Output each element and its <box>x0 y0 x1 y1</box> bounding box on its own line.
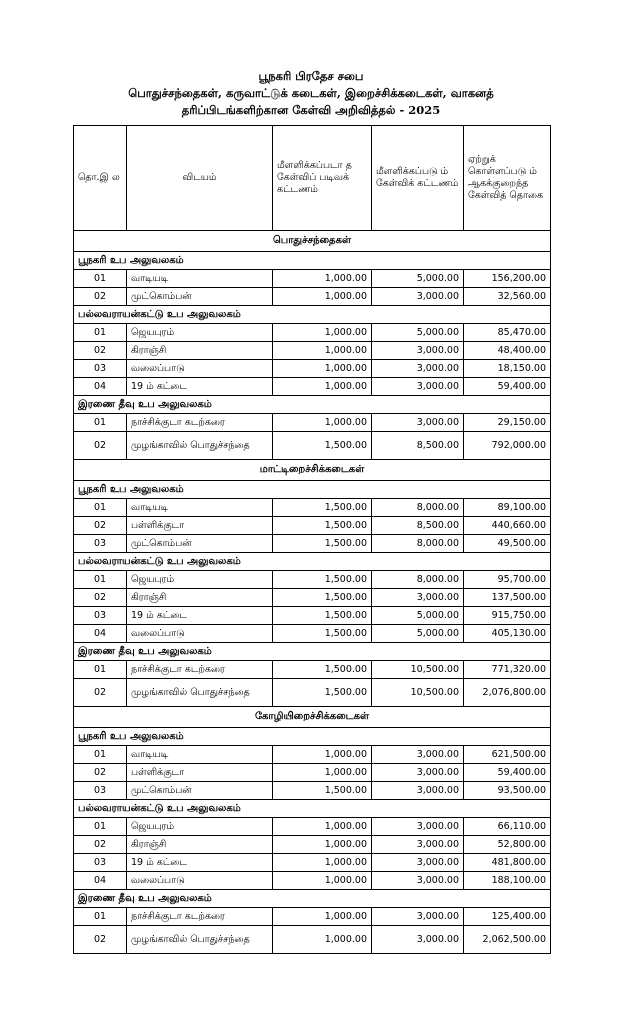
cell-nonrefundable-fee: 1,500.00 <box>273 432 372 460</box>
cell-refundable-fee: 3,000.00 <box>372 288 464 306</box>
office-name: பல்லவராயன்கட்டு உப அலுவலகம் <box>74 306 551 324</box>
cell-number: 01 <box>74 324 127 342</box>
header-line-3: தரிப்பிடங்களிற்கான கேள்வி அறிவித்தல் - 2025 <box>181 103 441 117</box>
office-row <box>74 890 551 908</box>
cell-number: 02 <box>74 589 127 607</box>
cell-minimum-bid: 188,100.00 <box>464 872 551 890</box>
cell-place: நாச்சிக்குடா கடற்கரை <box>127 908 273 926</box>
cell-nonrefundable-fee: 1,000.00 <box>273 414 372 432</box>
header-line-1: பூநகரி பிரதேச சபை <box>258 69 364 83</box>
cell-minimum-bid: 85,470.00 <box>464 324 551 342</box>
cell-minimum-bid: 59,400.00 <box>464 378 551 396</box>
cell-number: 02 <box>74 764 127 782</box>
cell-minimum-bid: 915,750.00 <box>464 607 551 625</box>
cell-nonrefundable-fee: 1,500.00 <box>273 499 372 517</box>
cell-minimum-bid: 156,200.00 <box>464 270 551 288</box>
office-name: பல்லவராயன்கட்டு உப அலுவலகம் <box>74 800 551 818</box>
category-title: கோழியிறைச்சிக்கடைகள் <box>74 707 551 728</box>
cell-minimum-bid: 137,500.00 <box>464 589 551 607</box>
cell-nonrefundable-fee: 1,500.00 <box>273 589 372 607</box>
table-row <box>74 414 551 432</box>
cell-place: பள்ளிக்குடா <box>127 517 273 535</box>
column-header-refundable-fee: மீளளிக்கப்படு ம் கேள்விக் கட்டணம் <box>372 126 464 231</box>
office-row <box>74 396 551 414</box>
office-row <box>74 800 551 818</box>
cell-number: 02 <box>74 926 127 954</box>
cell-minimum-bid: 2,062,500.00 <box>464 926 551 954</box>
cell-refundable-fee: 3,000.00 <box>372 908 464 926</box>
cell-refundable-fee: 5,000.00 <box>372 270 464 288</box>
cell-minimum-bid: 440,660.00 <box>464 517 551 535</box>
cell-nonrefundable-fee: 1,000.00 <box>273 854 372 872</box>
cell-place: ஜெயபுரம் <box>127 818 273 836</box>
column-header-nonrefundable-fee: மீளளிக்கப்படா த கேள்விப் படிவக் கட்டணம் <box>273 126 372 231</box>
cell-refundable-fee: 3,000.00 <box>372 872 464 890</box>
cell-refundable-fee: 3,000.00 <box>372 342 464 360</box>
cell-minimum-bid: 125,400.00 <box>464 908 551 926</box>
cell-nonrefundable-fee: 1,000.00 <box>273 378 372 396</box>
column-header-place: விடயம் <box>127 126 273 231</box>
cell-number: 01 <box>74 499 127 517</box>
table-row <box>74 517 551 535</box>
cell-number: 01 <box>74 746 127 764</box>
cell-place: ஜெயபுரம் <box>127 324 273 342</box>
table-row <box>74 836 551 854</box>
cell-nonrefundable-fee: 1,500.00 <box>273 571 372 589</box>
office-name: இரணை தீவு உப அலுவலகம் <box>74 643 551 661</box>
cell-minimum-bid: 771,320.00 <box>464 661 551 679</box>
category-title: பொதுச்சந்தைகள் <box>74 231 551 252</box>
cell-number: 01 <box>74 571 127 589</box>
cell-minimum-bid: 66,110.00 <box>464 818 551 836</box>
header-line-2: பொதுச்சந்தைகள், கருவாட்டுக் கடைகள், இறைச்சிக்கடைகள், வாகனத் <box>128 86 494 100</box>
cell-nonrefundable-fee: 1,000.00 <box>273 872 372 890</box>
cell-minimum-bid: 2,076,800.00 <box>464 679 551 707</box>
table-row <box>74 908 551 926</box>
table-row <box>74 324 551 342</box>
cell-number: 02 <box>74 342 127 360</box>
cell-minimum-bid: 49,500.00 <box>464 535 551 553</box>
office-row <box>74 553 551 571</box>
table-row <box>74 782 551 800</box>
table-row <box>74 288 551 306</box>
table-row <box>74 926 551 954</box>
cell-refundable-fee: 3,000.00 <box>372 414 464 432</box>
cell-place: கிராஞ்சி <box>127 836 273 854</box>
category-row <box>74 460 551 481</box>
cell-minimum-bid: 95,700.00 <box>464 571 551 589</box>
cell-place: கிராஞ்சி <box>127 342 273 360</box>
table-body <box>74 231 551 954</box>
table-row <box>74 589 551 607</box>
cell-nonrefundable-fee: 1,000.00 <box>273 836 372 854</box>
cell-place: முழங்காவில் பொதுச்சந்தை <box>127 432 273 460</box>
cell-number: 04 <box>74 378 127 396</box>
cell-place: நாச்சிக்குடா கடற்கரை <box>127 414 273 432</box>
cell-refundable-fee: 5,000.00 <box>372 607 464 625</box>
table-row <box>74 625 551 643</box>
cell-refundable-fee: 8,000.00 <box>372 535 464 553</box>
table-row <box>74 679 551 707</box>
table-row <box>74 378 551 396</box>
cell-minimum-bid: 29,150.00 <box>464 414 551 432</box>
cell-minimum-bid: 18,150.00 <box>464 360 551 378</box>
office-row <box>74 481 551 499</box>
cell-refundable-fee: 8,000.00 <box>372 499 464 517</box>
cell-place: நாச்சிக்குடா கடற்கரை <box>127 661 273 679</box>
cell-number: 04 <box>74 872 127 890</box>
office-name: பூநகரி உப அலுவலகம் <box>74 728 551 746</box>
cell-refundable-fee: 3,000.00 <box>372 782 464 800</box>
cell-number: 03 <box>74 854 127 872</box>
office-row <box>74 306 551 324</box>
cell-place: முட்கொம்பன் <box>127 288 273 306</box>
cell-refundable-fee: 3,000.00 <box>372 818 464 836</box>
cell-refundable-fee: 8,500.00 <box>372 432 464 460</box>
cell-nonrefundable-fee: 1,000.00 <box>273 288 372 306</box>
cell-refundable-fee: 3,000.00 <box>372 926 464 954</box>
category-row <box>74 707 551 728</box>
cell-place: முழங்காவில் பொதுச்சந்தை <box>127 926 273 954</box>
cell-refundable-fee: 10,500.00 <box>372 661 464 679</box>
cell-place: வாடியடி <box>127 746 273 764</box>
office-name: பூநகரி உப அலுவலகம் <box>74 481 551 499</box>
cell-number: 02 <box>74 432 127 460</box>
cell-place: முழங்காவில் பொதுச்சந்தை <box>127 679 273 707</box>
document-header <box>0 68 622 119</box>
cell-place: 19 ம் கட்டை <box>127 607 273 625</box>
table-row <box>74 535 551 553</box>
cell-nonrefundable-fee: 1,000.00 <box>273 342 372 360</box>
cell-number: 02 <box>74 288 127 306</box>
cell-number: 01 <box>74 818 127 836</box>
cell-nonrefundable-fee: 1,000.00 <box>273 270 372 288</box>
cell-place: முட்கொம்பன் <box>127 535 273 553</box>
cell-number: 01 <box>74 414 127 432</box>
cell-number: 03 <box>74 607 127 625</box>
cell-nonrefundable-fee: 1,000.00 <box>273 926 372 954</box>
cell-nonrefundable-fee: 1,000.00 <box>273 324 372 342</box>
office-name: இரணை தீவு உப அலுவலகம் <box>74 396 551 414</box>
cell-place: வலைப்பாடு <box>127 625 273 643</box>
cell-number: 02 <box>74 517 127 535</box>
column-header-minimum-bid: ஏற்றுக் கொள்ளப்படு ம் ஆகக்குறைந்த கேள்வித் தொகை <box>464 126 551 231</box>
cell-refundable-fee: 3,000.00 <box>372 589 464 607</box>
cell-minimum-bid: 32,560.00 <box>464 288 551 306</box>
cell-nonrefundable-fee: 1,000.00 <box>273 764 372 782</box>
table-row <box>74 571 551 589</box>
table-row <box>74 746 551 764</box>
cell-nonrefundable-fee: 1,500.00 <box>273 535 372 553</box>
table-row <box>74 872 551 890</box>
office-name: பூநகரி உப அலுவலகம் <box>74 252 551 270</box>
table-row <box>74 342 551 360</box>
cell-number: 01 <box>74 661 127 679</box>
cell-number: 04 <box>74 625 127 643</box>
office-row <box>74 643 551 661</box>
cell-number: 03 <box>74 360 127 378</box>
cell-place: முட்கொம்பன் <box>127 782 273 800</box>
cell-number: 01 <box>74 270 127 288</box>
cell-place: 19 ம் கட்டை <box>127 378 273 396</box>
cell-number: 02 <box>74 836 127 854</box>
cell-refundable-fee: 5,000.00 <box>372 324 464 342</box>
cell-minimum-bid: 621,500.00 <box>464 746 551 764</box>
cell-refundable-fee: 3,000.00 <box>372 378 464 396</box>
cell-place: வாடியடி <box>127 270 273 288</box>
cell-nonrefundable-fee: 1,500.00 <box>273 661 372 679</box>
cell-place: கிராஞ்சி <box>127 589 273 607</box>
cell-place: ஜெயபுரம் <box>127 571 273 589</box>
cell-nonrefundable-fee: 1,500.00 <box>273 782 372 800</box>
table-row <box>74 432 551 460</box>
column-header-no: தொ.இ ல <box>74 126 127 231</box>
cell-refundable-fee: 3,000.00 <box>372 836 464 854</box>
cell-nonrefundable-fee: 1,500.00 <box>273 625 372 643</box>
cell-nonrefundable-fee: 1,500.00 <box>273 517 372 535</box>
cell-minimum-bid: 792,000.00 <box>464 432 551 460</box>
table-row <box>74 270 551 288</box>
office-row <box>74 252 551 270</box>
office-name: பல்லவராயன்கட்டு உப அலுவலகம் <box>74 553 551 571</box>
office-row <box>74 728 551 746</box>
cell-place: வலைப்பாடு <box>127 872 273 890</box>
cell-nonrefundable-fee: 1,500.00 <box>273 607 372 625</box>
tender-table <box>73 125 551 954</box>
cell-refundable-fee: 5,000.00 <box>372 625 464 643</box>
cell-refundable-fee: 3,000.00 <box>372 854 464 872</box>
cell-minimum-bid: 48,400.00 <box>464 342 551 360</box>
category-title: மாட்டிறைச்சிக்கடைகள் <box>74 460 551 481</box>
cell-nonrefundable-fee: 1,000.00 <box>273 746 372 764</box>
table-header-row <box>74 126 551 231</box>
cell-refundable-fee: 3,000.00 <box>372 360 464 378</box>
table-row <box>74 854 551 872</box>
cell-refundable-fee: 3,000.00 <box>372 764 464 782</box>
cell-number: 03 <box>74 535 127 553</box>
cell-refundable-fee: 8,500.00 <box>372 517 464 535</box>
cell-minimum-bid: 405,130.00 <box>464 625 551 643</box>
table-row <box>74 499 551 517</box>
table-row <box>74 661 551 679</box>
cell-refundable-fee: 8,000.00 <box>372 571 464 589</box>
cell-minimum-bid: 59,400.00 <box>464 764 551 782</box>
cell-nonrefundable-fee: 1,000.00 <box>273 360 372 378</box>
table-row <box>74 360 551 378</box>
cell-refundable-fee: 10,500.00 <box>372 679 464 707</box>
table-row <box>74 764 551 782</box>
table-row <box>74 818 551 836</box>
cell-refundable-fee: 3,000.00 <box>372 746 464 764</box>
cell-nonrefundable-fee: 1,500.00 <box>273 679 372 707</box>
table-row <box>74 607 551 625</box>
cell-nonrefundable-fee: 1,000.00 <box>273 818 372 836</box>
cell-place: பள்ளிக்குடா <box>127 764 273 782</box>
cell-nonrefundable-fee: 1,000.00 <box>273 908 372 926</box>
cell-place: வலைப்பாடு <box>127 360 273 378</box>
cell-number: 02 <box>74 679 127 707</box>
cell-place: வாடியடி <box>127 499 273 517</box>
cell-minimum-bid: 93,500.00 <box>464 782 551 800</box>
cell-number: 03 <box>74 782 127 800</box>
cell-minimum-bid: 52,800.00 <box>464 836 551 854</box>
office-name: இரணை தீவு உப அலுவலகம் <box>74 890 551 908</box>
cell-minimum-bid: 481,800.00 <box>464 854 551 872</box>
cell-minimum-bid: 89,100.00 <box>464 499 551 517</box>
cell-number: 01 <box>74 908 127 926</box>
cell-place: 19 ம் கட்டை <box>127 854 273 872</box>
category-row <box>74 231 551 252</box>
